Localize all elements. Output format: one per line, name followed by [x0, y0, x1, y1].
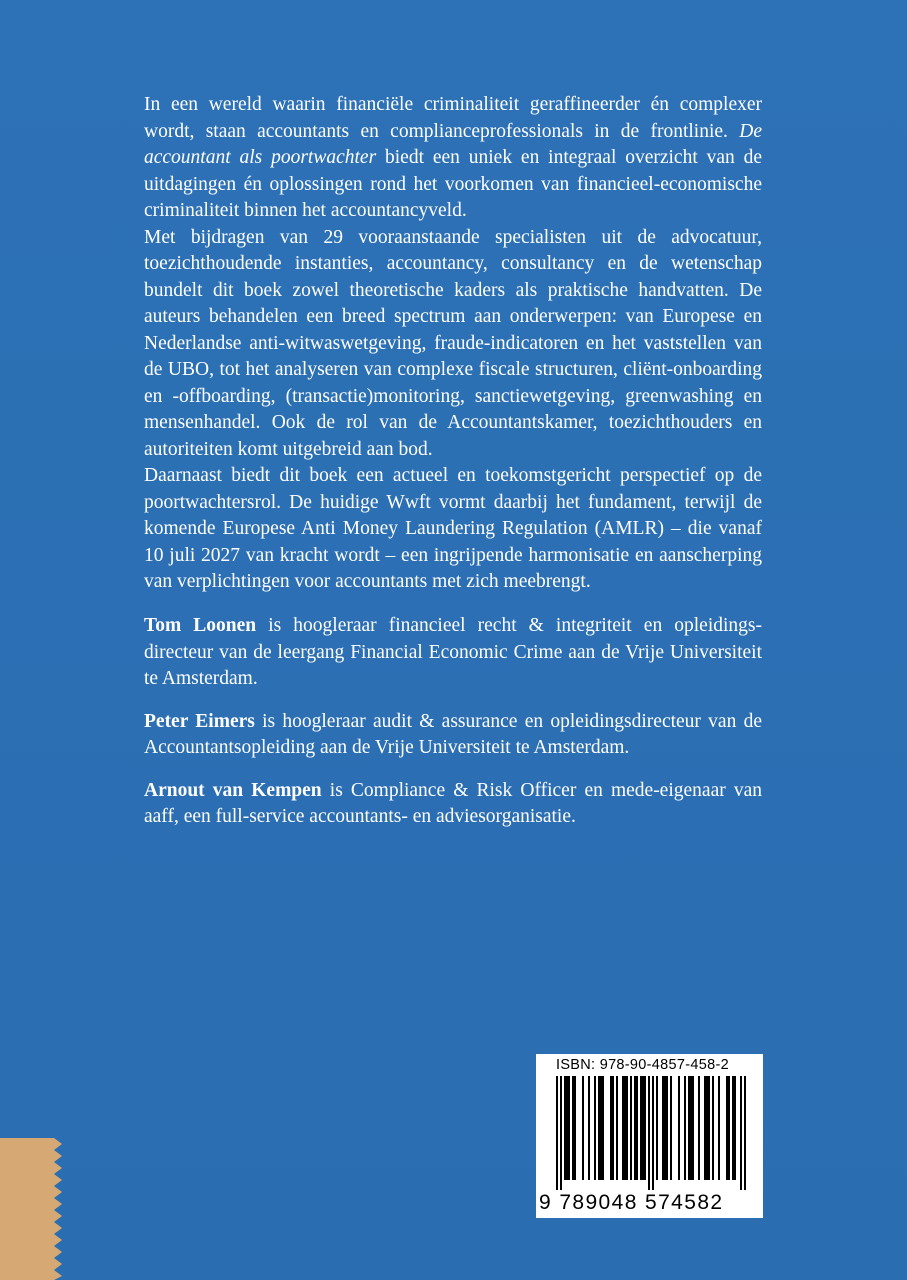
barcode-bar: [600, 1076, 602, 1180]
author-bio: [144, 709, 762, 762]
barcode-bar: [690, 1076, 692, 1180]
barcode-bar: [594, 1076, 596, 1180]
barcode-digits: 9 789048 574582: [539, 1191, 724, 1214]
barcode-bar: [616, 1076, 618, 1180]
barcode-bar: [656, 1076, 658, 1180]
barcode-bar: [568, 1076, 570, 1180]
author-bios: [144, 613, 762, 847]
barcode-image: [556, 1076, 746, 1190]
barcode-bar: [572, 1076, 574, 1180]
barcode-bar: [712, 1076, 714, 1180]
barcode-bar: [740, 1076, 742, 1190]
blurb-paragraph-1: [144, 92, 762, 225]
barcode-bar: [726, 1076, 728, 1180]
barcode-bar: [698, 1076, 700, 1180]
barcode-bar: [704, 1076, 706, 1180]
author-name: Arnout van Kempen: [144, 779, 322, 801]
barcode-bar: [626, 1076, 628, 1180]
barcode-bar: [648, 1076, 650, 1190]
author-description: is hoogleraar financieel recht & integriteit en opleidings-directeur van de leergang Financial Economic Crime aan de Vrije Universiteit te Amsterdam.: [144, 615, 763, 689]
author-bio: [144, 613, 762, 693]
barcode-bar: [666, 1076, 668, 1180]
barcode-bar: [588, 1076, 590, 1180]
barcode-bar: [706, 1076, 708, 1180]
blurb: [144, 92, 762, 596]
author-bio: [144, 778, 762, 831]
barcode-bar: [564, 1076, 566, 1180]
barcode-bar: [708, 1076, 710, 1180]
barcode-bar: [566, 1076, 568, 1180]
author-description: is hoogleraar audit & assurance en opleidingsdirecteur van de Accountantsopleiding aan de Vrije Universiteit te Amsterdam.: [144, 710, 762, 758]
barcode-bar: [602, 1076, 604, 1180]
barcode-bar: [634, 1076, 636, 1180]
barcode-bar: [636, 1076, 638, 1180]
barcode-bar: [560, 1076, 562, 1190]
barcode-bar: [688, 1076, 690, 1180]
barcode-bar: [582, 1076, 584, 1180]
barcode-bar: [718, 1076, 720, 1180]
barcode-bar: [652, 1076, 654, 1190]
barcode-bar: [624, 1076, 626, 1180]
barcode-bar: [574, 1076, 576, 1180]
barcode-bar: [556, 1076, 558, 1190]
isbn-barcode-box: [536, 1054, 763, 1218]
barcode-bar: [744, 1076, 746, 1190]
barcode-bar: [662, 1076, 664, 1180]
barcode-bar: [692, 1076, 694, 1180]
barcode-bar: [612, 1076, 614, 1180]
barcode-bar: [642, 1076, 644, 1180]
blurb-paragraph-1-rest: biedt een uniek en integraal overzicht van de uitdagingen én oplossingen rond het voorkomen van financieel-economische criminaliteit binnen het accountancyveld.: [144, 147, 762, 221]
barcode-bar: [678, 1076, 680, 1180]
barcode-bar: [644, 1076, 646, 1180]
barcode-bar: [732, 1076, 734, 1180]
blurb-paragraph-2: Met bijdragen van 29 vooraanstaande specialisten uit de advocatuur, toezichthoudende instanties, accountancy, consultancy en de wetenschap bundelt dit boek zowel theoretische kaders als praktische handvatten. De auteurs behandelen een breed spectrum aan onderwerpen: van Europese en Nederlandse anti-witwaswetgeving, fraude-indicatoren en het vaststellen van de UBO, tot het analyseren van complexe fiscale structuren, cliënt-onboarding en -offboarding, (transactie)monitoring, sanctiewetgeving, greenwashing en mensenhandel. Ook de rol van de Accountantskamer, toezichthouders en autoriteiten komt uitgebreid aan bod.: [144, 226, 762, 460]
barcode-bar: [728, 1076, 730, 1180]
barcode-bar: [640, 1076, 642, 1180]
barcode-bar: [684, 1076, 686, 1180]
book-title-italic: De accountant als poortwachter: [144, 120, 762, 168]
author-description: is Compliance & Risk Officer en mede-eigenaar van aaff, een full-service accountants- en adviesorganisatie.: [144, 779, 762, 827]
blurb-paragraph-3: Daarnaast biedt dit boek een actueel en toekomstgericht perspectief op de poortwachtersrol. De huidige Wwft vormt daarbij het fundament, terwijl de komende Europese Anti Money Laundering Regulation (AMLR) – die vanaf 10 juli 2027 van kracht wordt – een ingrijpende harmonisatie en aanscherping van verplichtingen voor accountants met zich meebrengt.: [144, 465, 762, 592]
author-name: Tom Loonen: [144, 615, 257, 636]
barcode-bar: [670, 1076, 672, 1180]
isbn-label: ISBN: 978-90-4857-458-2: [556, 1057, 729, 1073]
barcode-bar: [598, 1076, 600, 1180]
decorative-orange-tab: [0, 1138, 62, 1280]
barcode-bar: [630, 1076, 632, 1180]
blurb-paragraph-1-lead: In een wereld waarin financiële criminaliteit geraffineerder én complexer wordt, staan accountants en complianceprofessionals in de frontlinie.: [144, 94, 762, 142]
barcode-bar: [622, 1076, 624, 1180]
author-name: Peter Eimers: [144, 710, 255, 732]
barcode-bar: [734, 1076, 736, 1180]
barcode-bar: [610, 1076, 612, 1180]
barcode-bar: [664, 1076, 666, 1180]
